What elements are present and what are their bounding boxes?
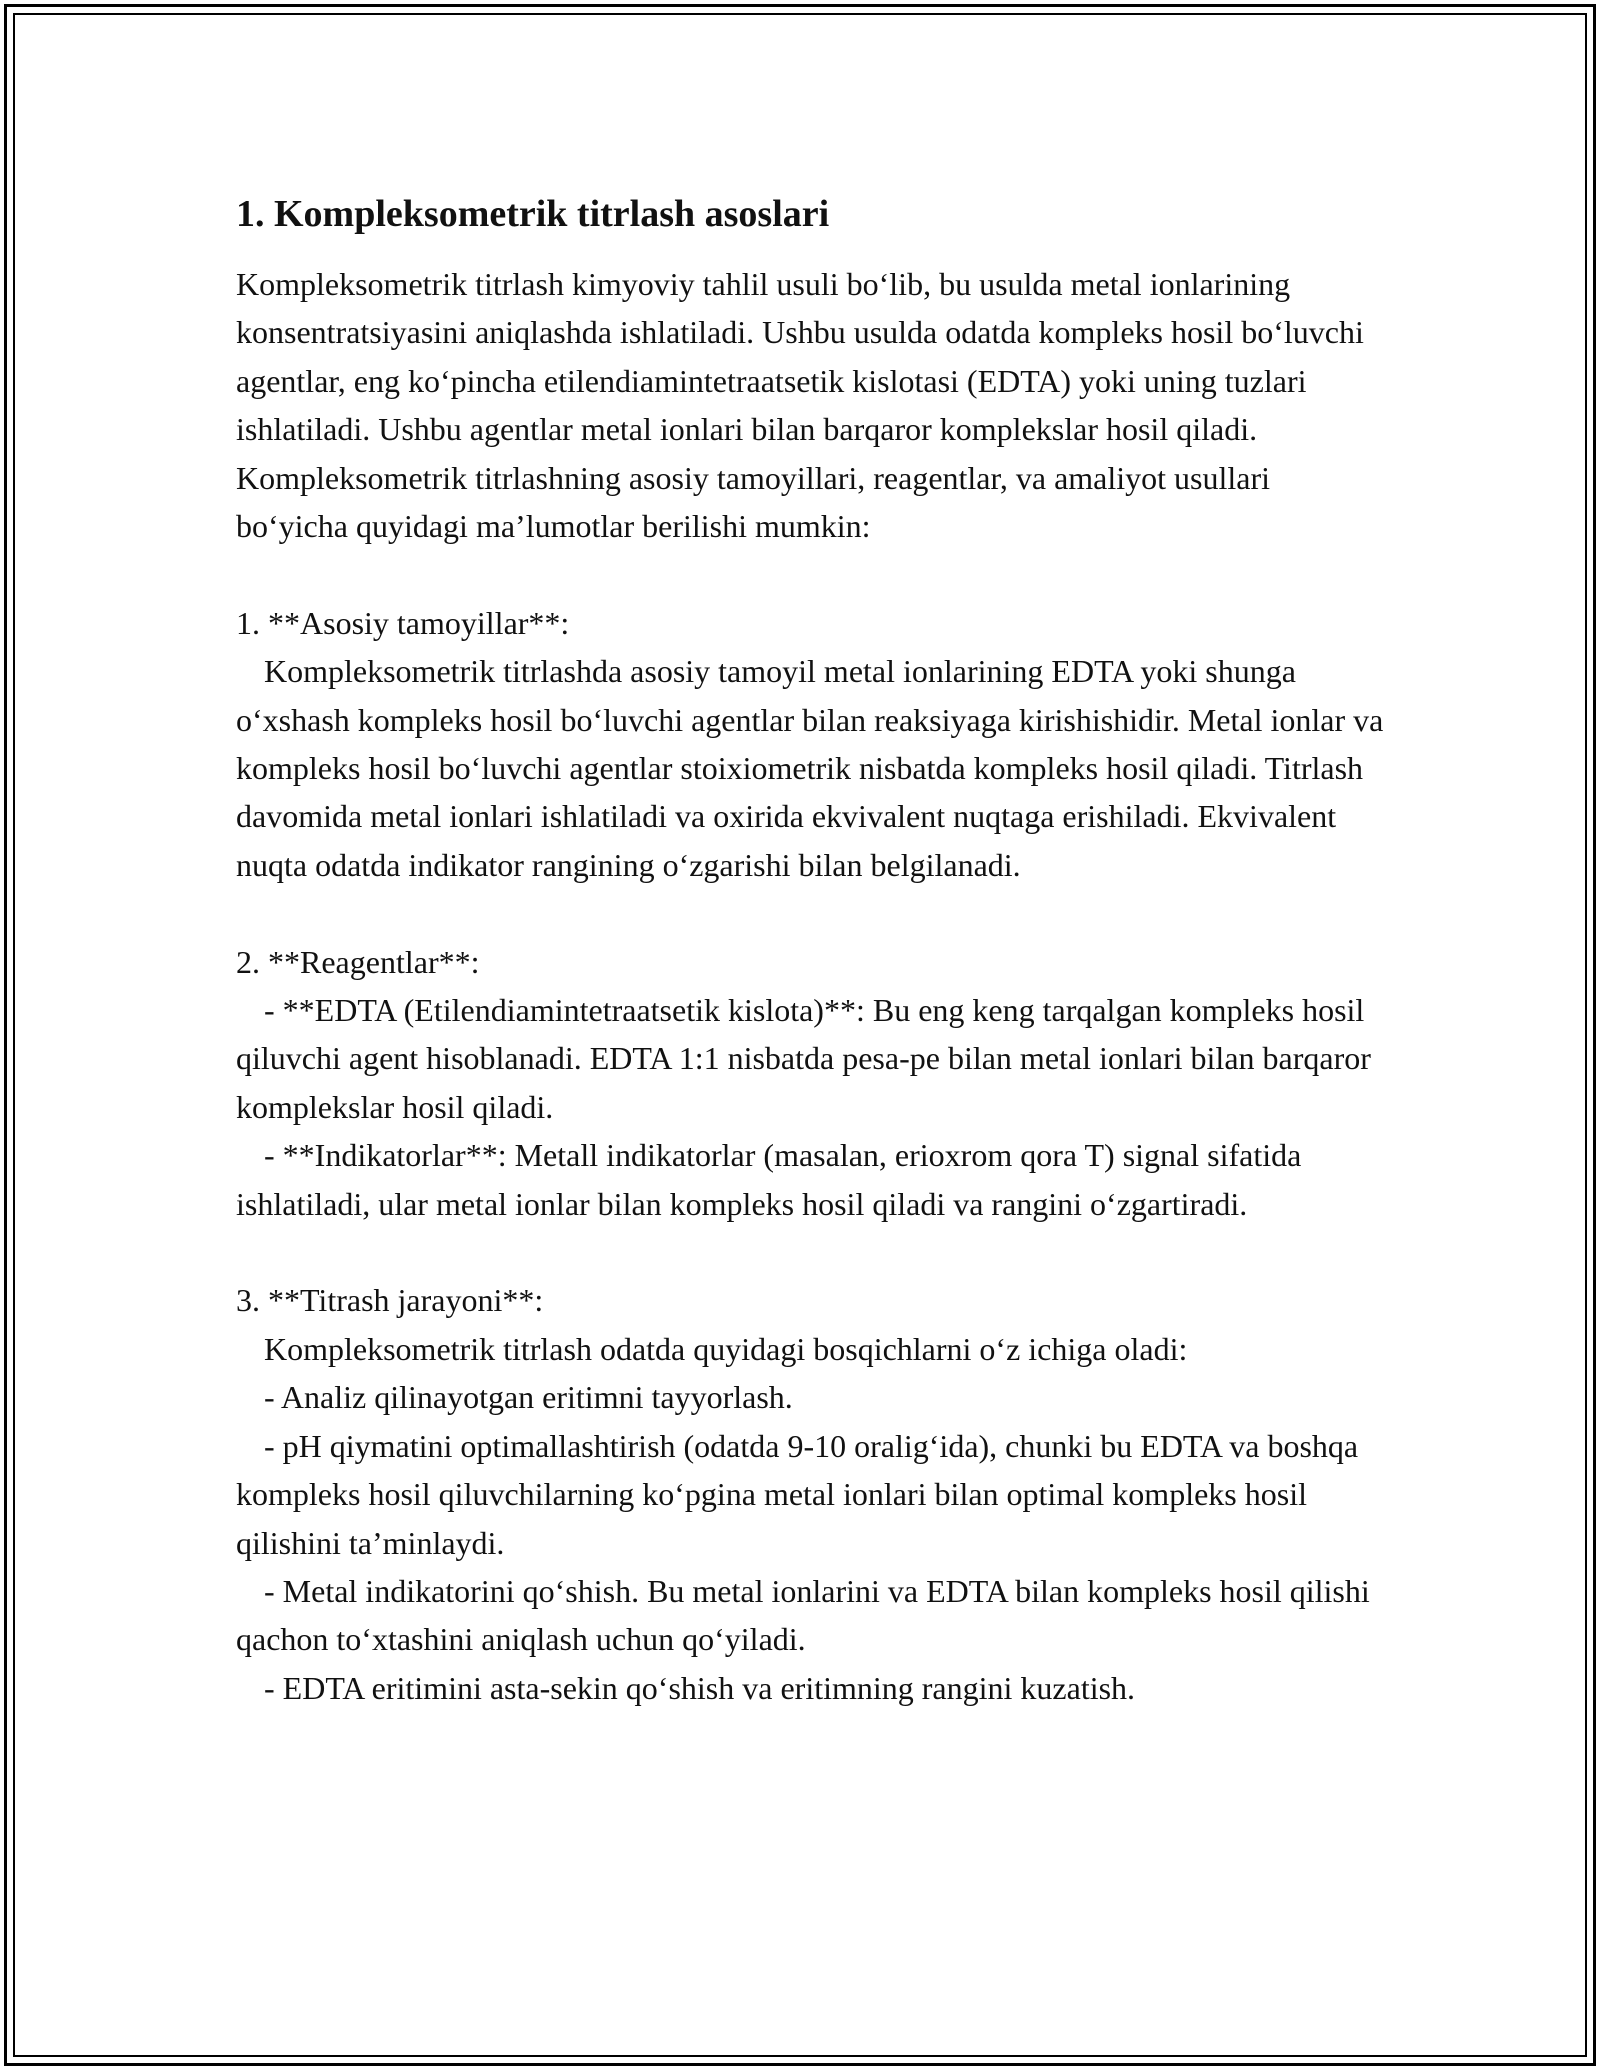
section-titration-process — [236, 1276, 1386, 1712]
intro-paragraph: Kompleksometrik titrlash kimyoviy tahlil usuli bo‘lib, bu usulda metal ionlarining konsentratsiyasini aniqlashda ishlatiladi. Ushbu usulda odatda kompleks hosil bo‘luvchi agentlar, eng ko‘pincha etilendiamintetraatsetik kislotasi (EDTA) yoki uning tuzlari ishlatiladi. Ushbu agentlar metal ionlari bilan barqaror komplekslar hosil qiladi. Kompleksometrik titrlashning asosiy tamoyillari, reagentlar, va amaliyot usullari bo‘yicha quyidagi ma’lumotlar berilishi mumkin: — [236, 266, 1364, 545]
reagents-title: 2. **Reagentlar**: — [236, 943, 480, 980]
document-body — [236, 186, 1386, 1712]
section-heading: 1. Kompleksometrik titrlash asoslari — [236, 193, 830, 235]
section-principles — [236, 599, 1386, 889]
process-intro: Kompleksometrik titrlash odatda quyidagi bosqichlarni o‘z ichiga oladi: — [264, 1330, 1188, 1367]
principles-title: 1. **Asosiy tamoyillar**: — [236, 604, 570, 641]
principles-body: Kompleksometrik titrlashda asosiy tamoyil metal ionlarining EDTA yoki shunga o‘xshash kompleks hosil bo‘luvchi agentlar bilan reaksiyaga kirishishidir. Metal ionlar va kompleks hosil bo‘luvchi agentlar stoixiometrik nisbatda kompleks hosil qiladi. Titrlash davomida metal ionlari ishlatiladi va oxirida ekvivalent nuqtaga erishiladi. Ekvivalent nuqta odatda indikator rangining o‘zgarishi bilan belgilanadi. — [236, 653, 1384, 883]
process-step-1: - Analiz qilinayotgan eritimni tayyorlash. — [264, 1379, 793, 1416]
process-step-2: - pH qiymatini optimallashtirish (odatda 9-10 oralig‘ida), chunki bu EDTA va boshqa kompleks hosil qiluvchilarning ko‘pgina metal ionlari bilan optimal kompleks hosil qilishini ta’minlaydi. — [236, 1427, 1359, 1561]
reagents-item-indicators: - **Indikatorlar**: Metall indikatorlar (masalan, erioxrom qora T) signal sifatida ishlatiladi, ular metal ionlar bilan kompleks hosil qiladi va rangini o‘zgartiradi. — [236, 1137, 1302, 1222]
reagents-item-edta: - **EDTA (Etilendiamintetraatsetik kislota)**: Bu eng keng tarqalgan kompleks hosil qiluvchi agent hisoblanadi. EDTA 1:1 nisbatda pesa-pe bilan metal ionlari bilan barqaror komplekslar hosil qiladi. — [236, 992, 1371, 1125]
process-step-4: - EDTA eritimini asta-sekin qo‘shish va eritimning rangini kuzatish. — [264, 1669, 1136, 1706]
process-step-3: - Metal indikatorini qo‘shish. Bu metal ionlarini va EDTA bilan kompleks hosil qilishi qachon to‘xtashini aniqlash uchun qo‘yiladi. — [236, 1572, 1370, 1658]
process-title: 3. **Titrash jarayoni**: — [236, 1282, 544, 1319]
section-reagents — [236, 938, 1386, 1228]
